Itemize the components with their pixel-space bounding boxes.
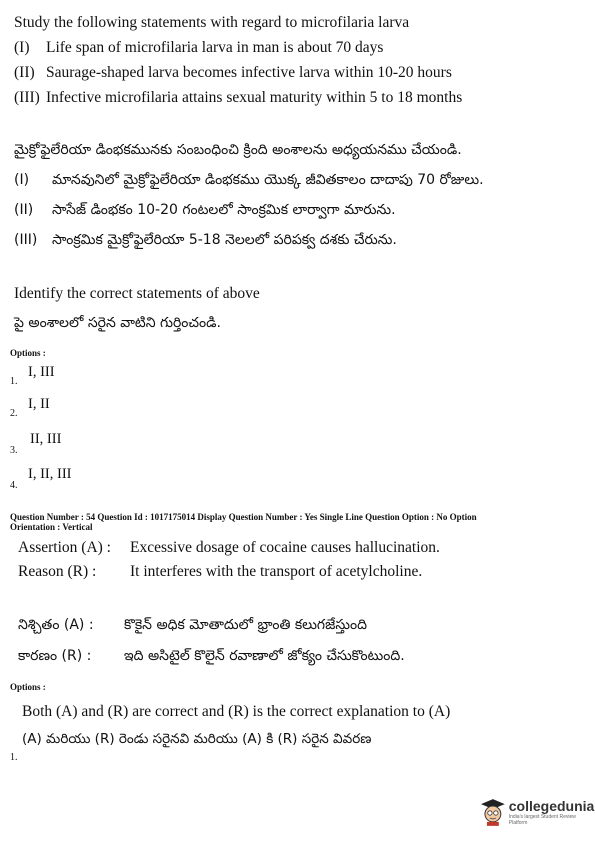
q1-option-1-number: 1. [10, 376, 18, 387]
q1-statement-3: (III) Infective microfilaria attains sexual maturity within 5 to 18 months [14, 89, 463, 106]
watermark-tagline: India's largest Student Review Platform [508, 814, 576, 826]
q2-option-1-number: 1. [10, 752, 18, 763]
q1-option-3-number: 3. [10, 445, 18, 456]
q1-option-4-number: 4. [10, 480, 18, 491]
q1-statement-te-2: (II) సాసేజ్ డింభకం 10-20 గంటలలో సాంక్రమిక లార్వాగా మారును. [14, 202, 396, 218]
q1-statement-te-1: (I) మానవునిలో మైక్రోఫైలేరియా డింభకము యొక్క జీవితకాలం దాదాపు 70 రోజులు. [14, 172, 484, 188]
q2-option-1[interactable]: Both (A) and (R) are correct and (R) is the correct explanation to (A) [22, 703, 451, 720]
q1-statement-1: (I) Life span of microfilaria larva in man is about 70 days [14, 39, 384, 56]
q1-option-2-number: 2. [10, 408, 18, 419]
watermark-name: collegedunia [508, 798, 595, 814]
q2-meta-line-2: Orientation : Vertical [10, 522, 93, 532]
q2-meta-line-1: Question Number : 54 Question Id : 1017175014 Display Question Number : Yes Single Line Question Option : No Option [10, 512, 477, 522]
q1-option-3[interactable]: II, III [30, 431, 62, 447]
q1-statement-2: (II) Saurage-shaped larva becomes infective larva within 10-20 hours [14, 64, 452, 81]
q1-identify-telugu: పై అంశాలలో సరైన వాటిని గుర్తించండి. [14, 315, 221, 331]
q1-option-2[interactable]: I, II [28, 396, 50, 412]
q1-stem: Study the following statements with regard to microfilaria larva [14, 14, 410, 31]
q2-option-1-telugu[interactable]: (A) మరియు (R) రెండు సరైనవి మరియు (A) కి (R) సరైన వివరణ [22, 731, 372, 747]
q1-option-4[interactable]: I, II, III [28, 466, 72, 482]
graduate-mascot-icon [480, 798, 506, 826]
q1-option-1[interactable]: I, III [28, 364, 55, 380]
q2-reason: Reason (R) : It interferes with the transport of acetylcholine. [18, 563, 423, 580]
q2-reason-telugu: కారణం (R) : ఇది అసిటైల్ కొలైన్ రవాణాలో జోక్యం చేసుకొంటుంది. [18, 648, 405, 664]
q2-assertion-telugu: నిశ్చితం (A) : కొకైన్ అధిక మోతాదులో భ్రాంతి కలుగజేస్తుంది [18, 617, 367, 633]
collegedunia-watermark [480, 798, 595, 826]
q1-stem-telugu: మైక్రోఫైలేరియా డింభకమునకు సంబంధించి క్రింది అంశాలను అధ్యయనము చేయండి. [14, 142, 462, 158]
q2-assertion: Assertion (A) : Excessive dosage of cocaine causes hallucination. [18, 539, 440, 556]
q1-statement-te-3: (III) సాంక్రమిక మైక్రోఫైలేరియా 5-18 నెలలలో పరిపక్వ దశకు చేరును. [14, 232, 397, 248]
q2-options-label: Options : [10, 682, 46, 692]
q1-identify: Identify the correct statements of above [14, 285, 260, 302]
q1-options-label: Options : [10, 348, 46, 358]
